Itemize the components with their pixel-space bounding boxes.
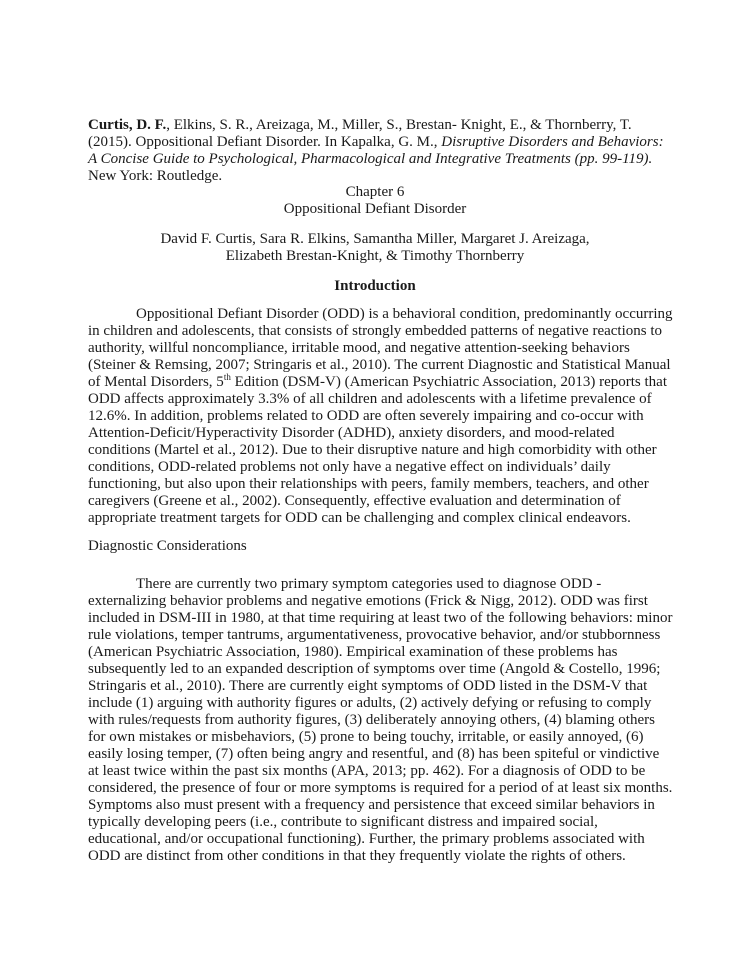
text-line: (American Psychiatric Association, 1980). Empirical examination of these problems has	[88, 644, 618, 660]
text-line	[88, 117, 668, 134]
text-line: Oppositional Defiant Disorder (ODD) is a behavioral condition, predominantly occurring	[136, 306, 673, 322]
text-line: typically developing peers (i.e., contribute to significant distress and impaired social,	[88, 814, 598, 830]
text-line: 12.6%. In addition, problems related to ODD are often severely impairing and co-occur with	[88, 408, 644, 424]
text-line: easily losing temper, (7) often being angry and resentful, and (8) has been spiteful or vindictive	[88, 746, 660, 762]
section-title: Introduction	[334, 278, 416, 294]
diagnostic-heading	[88, 538, 668, 555]
text-segment: A Concise Guide to Psychological, Pharmacological and Integrative Treatments (pp. 99-119).	[88, 151, 653, 167]
text-line	[88, 151, 668, 168]
citation	[88, 117, 668, 185]
text-line: educational, and/or occupational functioning). Further, the primary problems associated with	[88, 831, 645, 847]
text-line: rule violations, temper tantrums, argumentativeness, provocative behavior, and/or stubbornness	[88, 627, 661, 643]
text-segment: Curtis, D. F.	[88, 117, 167, 133]
text-line: (Steiner & Remsing, 2007; Stringaris et al., 2010). The current Diagnostic and Statistical Manual	[88, 357, 671, 373]
intro-paragraph	[88, 306, 673, 527]
text-segment: New York: Routledge.	[88, 168, 223, 184]
text-line: considered, the presence of four or more symptoms is required for a period of at least six months.	[88, 780, 673, 796]
text-line: Chapter 6	[345, 184, 405, 200]
text-line: authority, willful noncompliance, irritable mood, and negative attention-seeking behaviors	[88, 340, 630, 356]
text-line: appropriate treatment targets for ODD can be challenging and complex clinical endeavors.	[88, 510, 631, 526]
text-segment: th	[223, 372, 231, 382]
intro-heading	[88, 278, 668, 295]
text-line: with rules/requests from authority figures, (3) deliberately annoying others, (4) blaming others	[88, 712, 655, 728]
text-segment: (2015). Oppositional Defiant Disorder. In Kapalka, G. M.,	[88, 134, 442, 150]
text-segment: , Elkins, S. R., Areizaga, M., Miller, S., Brestan- Knight, E., & Thornberry, T.	[166, 117, 632, 133]
text-line	[88, 374, 668, 391]
text-line: ODD affects approximately 3.3% of all children and adolescents with a lifetime prevalence of	[88, 391, 652, 407]
chapter-heading	[88, 184, 668, 218]
text-line: conditions (Martel et al., 2012). Due to their disruptive nature and high comorbidity with other	[88, 442, 657, 458]
text-line	[88, 168, 668, 185]
text-line: Oppositional Defiant Disorder	[283, 201, 467, 217]
text-line: for own mistakes or misbehaviors, (5) prone to being touchy, irritable, or easily annoyed, (6)	[88, 729, 644, 745]
text-line: functioning, but also upon their relationships with peers, family members, teachers, and other	[88, 476, 649, 492]
section-title: Diagnostic Considerations	[88, 538, 247, 554]
text-line: externalizing behavior problems and negative emotions (Frick & Nigg, 2012). ODD was first	[88, 593, 648, 609]
text-line: subsequently led to an expanded description of symptoms over time (Angold & Costello, 1996;	[88, 661, 661, 677]
text-segment: Edition (DSM-V) (American Psychiatric Association, 2013) reports that	[230, 374, 667, 390]
text-line: David F. Curtis, Sara R. Elkins, Samantha Miller, Margaret J. Areizaga,	[160, 231, 590, 247]
text-line: at least twice within the past six months (APA, 2013; pp. 462). For a diagnosis of ODD to be	[88, 763, 646, 779]
text-line	[88, 134, 668, 151]
text-line: Elizabeth Brestan-Knight, & Timothy Thornberry	[225, 248, 525, 264]
text-line: include (1) arguing with authority figures or adults, (2) actively defying or refusing to comply	[88, 695, 652, 711]
text-line: conditions, ODD-related problems not only have a negative effect on individuals’ daily	[88, 459, 611, 475]
text-line: ODD are distinct from other conditions in that they frequently violate the rights of others.	[88, 848, 626, 864]
text-segment: of Mental Disorders, 5	[88, 374, 224, 390]
text-line: Symptoms also must present with a frequency and persistence that exceed similar behaviors in	[88, 797, 655, 813]
text-line: Stringaris et al., 2010). There are currently eight symptoms of ODD listed in the DSM-V that	[88, 678, 648, 694]
text-line: There are currently two primary symptom categories used to diagnose ODD -	[136, 576, 602, 592]
author-list	[88, 231, 668, 265]
diagnostic-paragraph	[88, 576, 673, 865]
text-segment: Disruptive Disorders and Behaviors:	[441, 134, 664, 150]
text-line: included in DSM-III in 1980, at that time requiring at least two of the following behaviors: minor	[88, 610, 673, 626]
text-line: caregivers (Greene et al., 2002). Consequently, effective evaluation and determination of	[88, 493, 621, 509]
text-line: Attention-Deficit/Hyperactivity Disorder (ADHD), anxiety disorders, and mood-related	[88, 425, 615, 441]
text-line: in children and adolescents, that consists of strongly embedded patterns of negative reactions to	[88, 323, 663, 339]
